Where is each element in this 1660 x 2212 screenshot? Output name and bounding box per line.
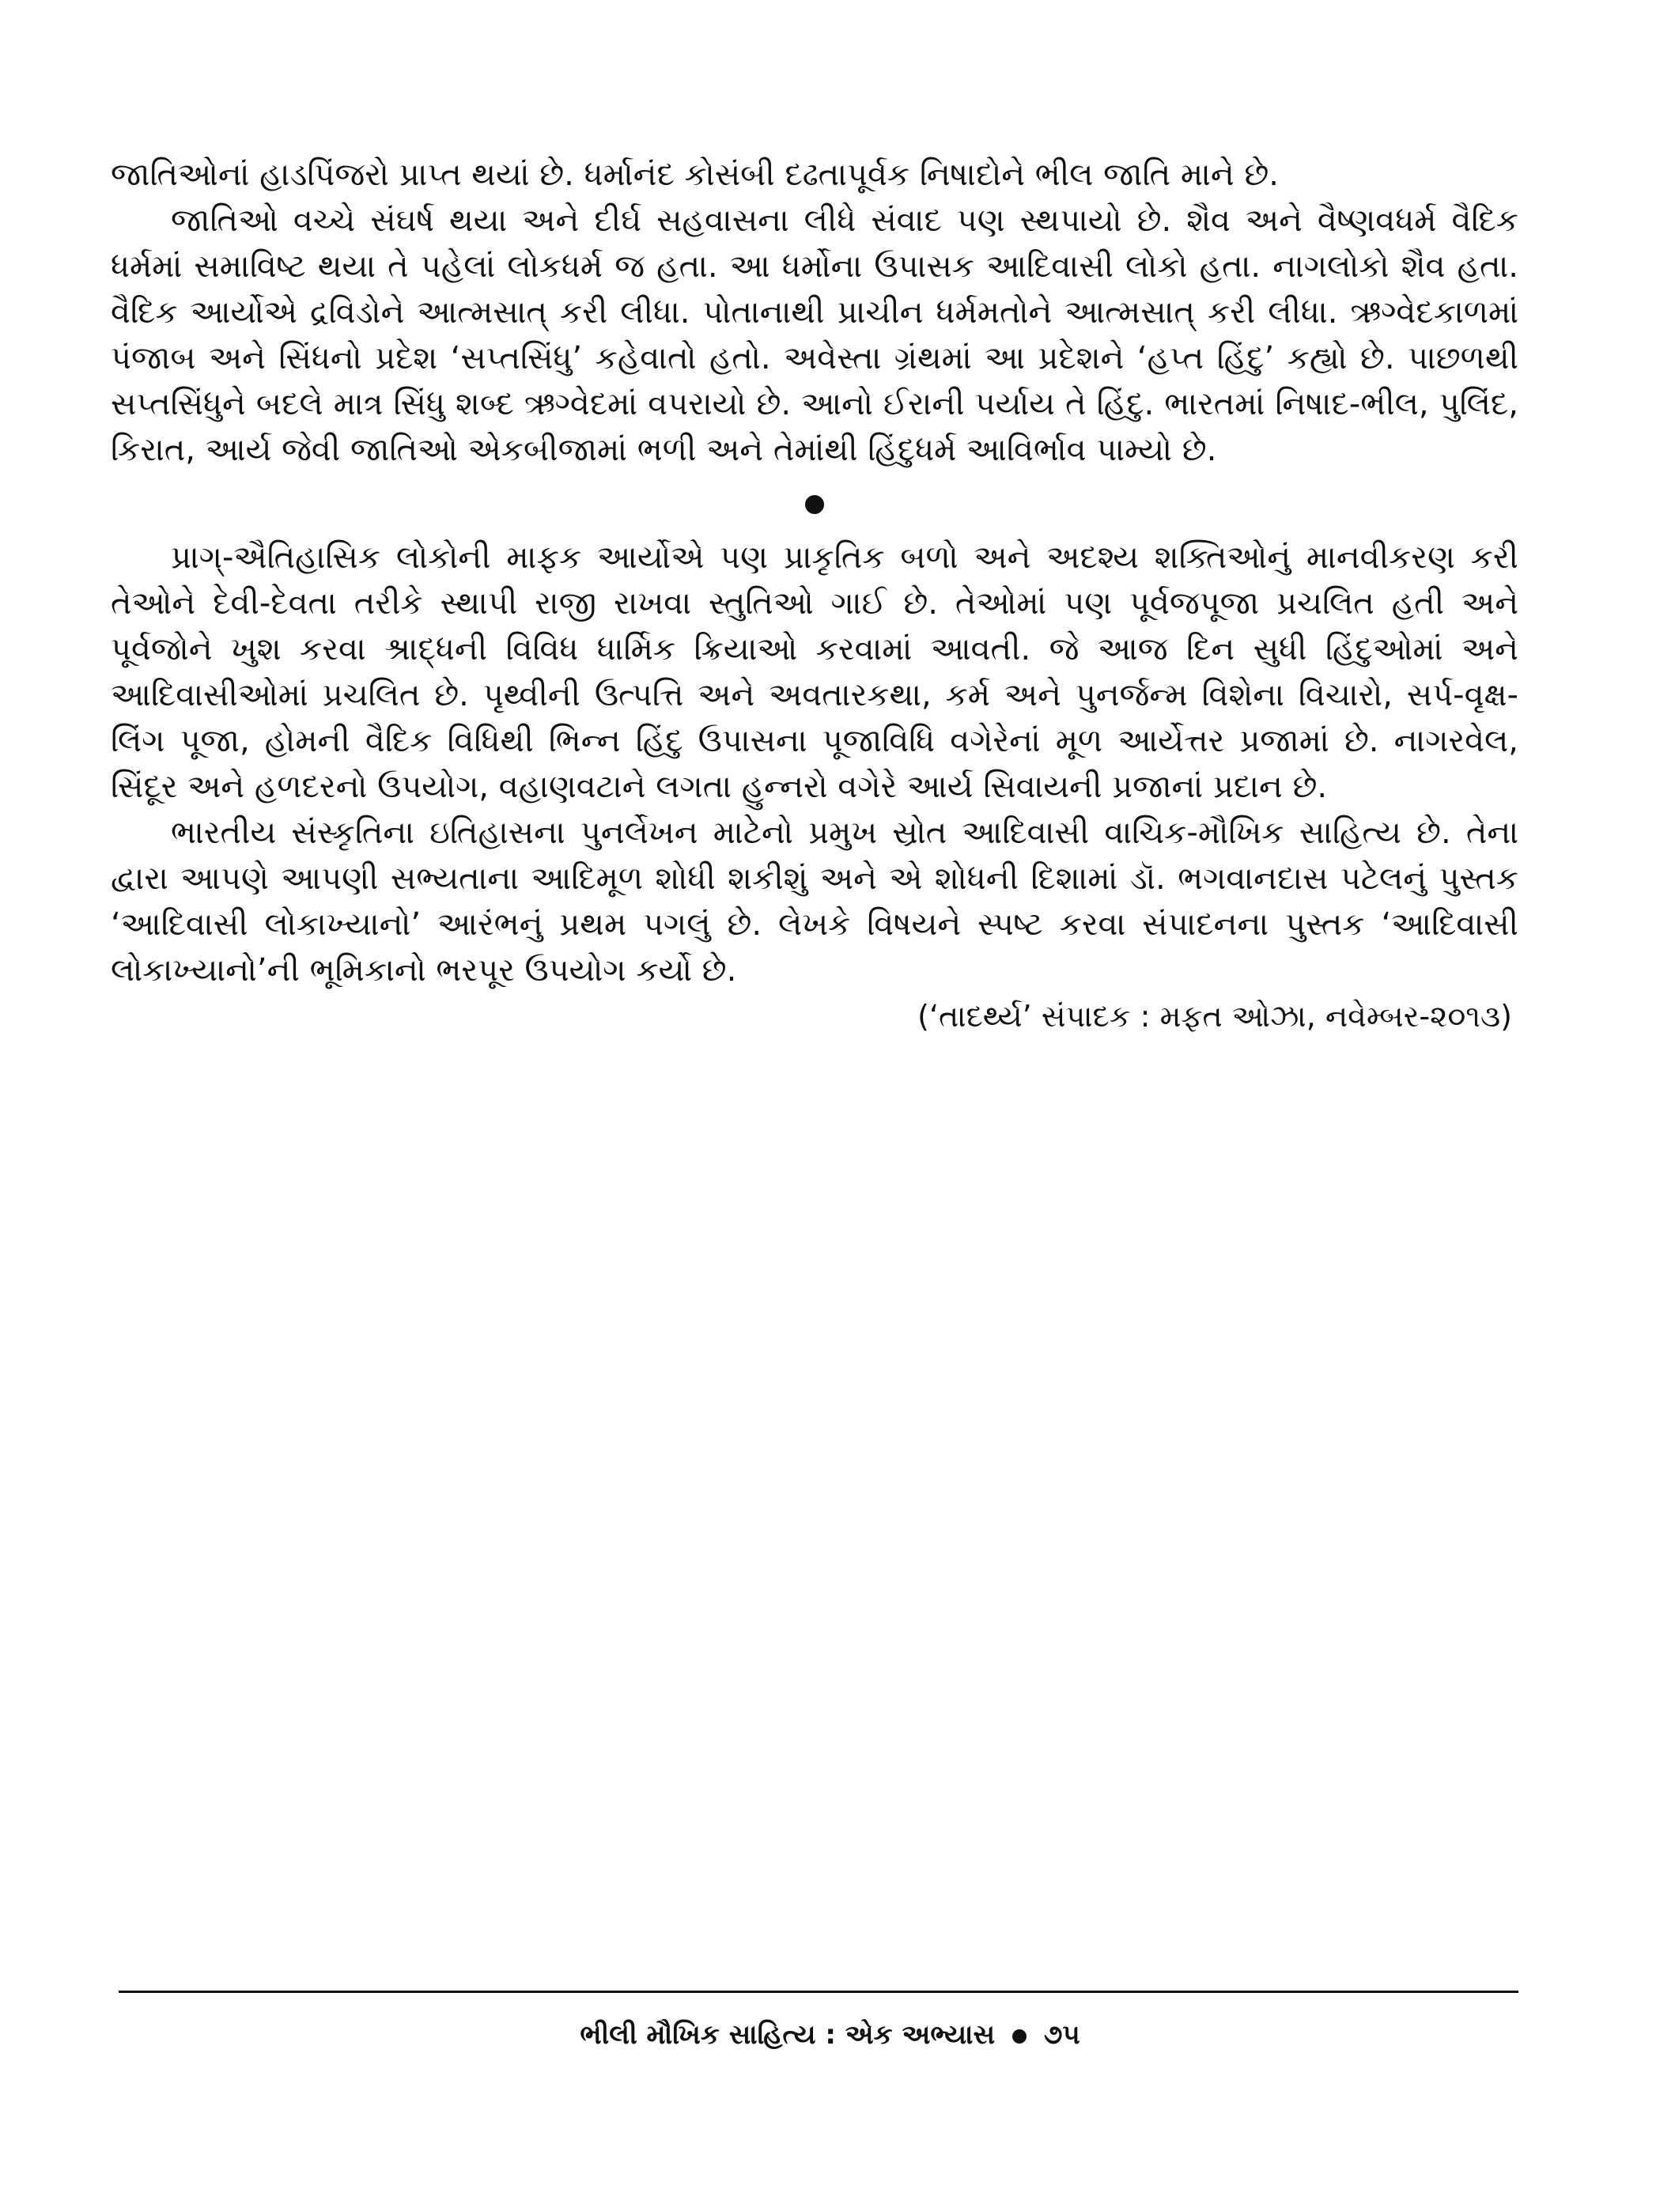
text-block-after-separator — [111, 535, 1518, 993]
footer-divider — [119, 1991, 1518, 1993]
footer-page-number: ૭૫ — [1043, 2019, 1080, 2051]
footer-book-title: ભીલી મૌખિક સાહિત્ય : એક અભ્યાસ — [580, 2019, 996, 2051]
bullet-separator-icon — [805, 495, 824, 514]
paragraph: પ્રાગ્-ઐતિહાસિક લોકોની માફક આર્યોએ પણ પ્રાકૃતિક બળો અને અદશ્ય શક્તિઓનું માનવીકરણ કરી તેઓને દેવી-દેવતા તરીકે સ્થાપી રાજી રાખવા સ્તુતિઓ ગાઈ છે. તેઓમાં પણ પૂર્વજપૂજા પ્રચલિત હતી અને પૂર્વજોને ખુશ કરવા શ્રાદ્ધની વિવિધ ધાર્મિક ક્રિયાઓ કરવામાં આવતી. જે આજ દિન સુધી હિંદુઓમાં અને આદિવાસીઓમાં પ્રચલિત છે. પૃથ્વીની ઉત્પત્તિ અને અવતારકથા, કર્મ અને પુનર્જન્મ વિશેના વિચારો, સર્પ-વૃક્ષ-લિંગ પૂજા, હોમની વૈદિક વિધિથી ભિન્ન હિંદુ ઉપાસના પૂજાવિધિ વગેરેનાં મૂળ આર્યેત્તર પ્રજામાં છે. નાગરવેલ, સિંદૂર અને હળદરનો ઉપયોગ, વહાણવટાને લગતા હુન્નરો વગેરે આર્ય સિવાયની પ્રજાનાં પ્રદાન છે. — [111, 539, 1518, 805]
page-footer — [0, 2015, 1660, 2055]
paragraph: ભારતીય સંસ્કૃતિના ઇતિહાસના પુનર્લેખન માટેનો પ્રમુખ સ્રોત આદિવાસી વાચિક-મૌખિક સાહિત્ય છે. તેના દ્વારા આપણે આપણી સભ્યતાના આદિમૂળ શોધી શકીશું અને એ શોધની દિશામાં ડૉ. ભગવાનદાસ પટેલનું પુસ્તક ‘આદિવાસી લોકાખ્યાનો’ આરંભનું પ્રથમ પગલું છે. લેખકે વિષયને સ્પષ્ટ કરવા સંપાદનના પુસ્તક ‘આદિવાસી લોકાખ્યાનો’ની ભૂમિકાનો ભરપૂર ઉપયોગ કર્યો છે. — [111, 815, 1518, 989]
body-text — [111, 152, 1518, 1039]
paragraph: જાતિઓનાં હાડપિંજરો પ્રાપ્ત થયાં છે. ધર્માનંદ કોસંબી દઢતાપૂર્વક નિષાદોને ભીલ જાતિ માને છે. — [111, 157, 1280, 193]
footer-bullet-icon — [1012, 2029, 1027, 2044]
text-block-before-separator — [111, 152, 1518, 473]
section-separator — [111, 487, 1518, 519]
source-citation: (‘તાદર્થ્ય’ સંપાદક : મફત ઓઝા, નવેમ્બર-૨૦૧૩) — [917, 999, 1512, 1034]
paragraph: જાતિઓ વચ્ચે સંઘર્ષ થયા અને દીર્ઘ સહવાસના લીધે સંવાદ પણ સ્થપાયો છે. શૈવ અને વૈષ્ણવધર્મ વૈદિક ધર્મમાં સમાવિષ્ટ થયા તે પહેલાં લોકધર્મ જ હતા. આ ધર્મોના ઉપાસક આદિવાસી લોકો હતા. નાગલોકો શૈવ હતા. વૈદિક આર્યોએ દ્રવિડોને આત્મસાત્ કરી લીધા. પોતાનાથી પ્રાચીન ધર્મમતોને આત્મસાત્ કરી લીધા. ઋગ્વેદકાળમાં પંજાબ અને સિંધનો પ્રદેશ ‘સપ્તસિંધુ’ કહેવાતો હતો. અવેસ્તા ગ્રંથમાં આ પ્રદેશને ‘હપ્ત હિંદુ’ કહ્યો છે. પાછળથી સપ્તસિંધુને બદલે માત્ર સિંધુ શબ્દ ઋગ્વેદમાં વપરાયો છે. આનો ઈરાની પર્યાય તે હિંદુ. ભારતમાં નિષાદ-ભીલ, પુલિંદ, કિરાત, આર્ય જેવી જાતિઓ એકબીજામાં ભળી અને તેમાંથી હિંદુધર્મ આવિર્ભાવ પામ્યો છે. — [111, 202, 1518, 468]
